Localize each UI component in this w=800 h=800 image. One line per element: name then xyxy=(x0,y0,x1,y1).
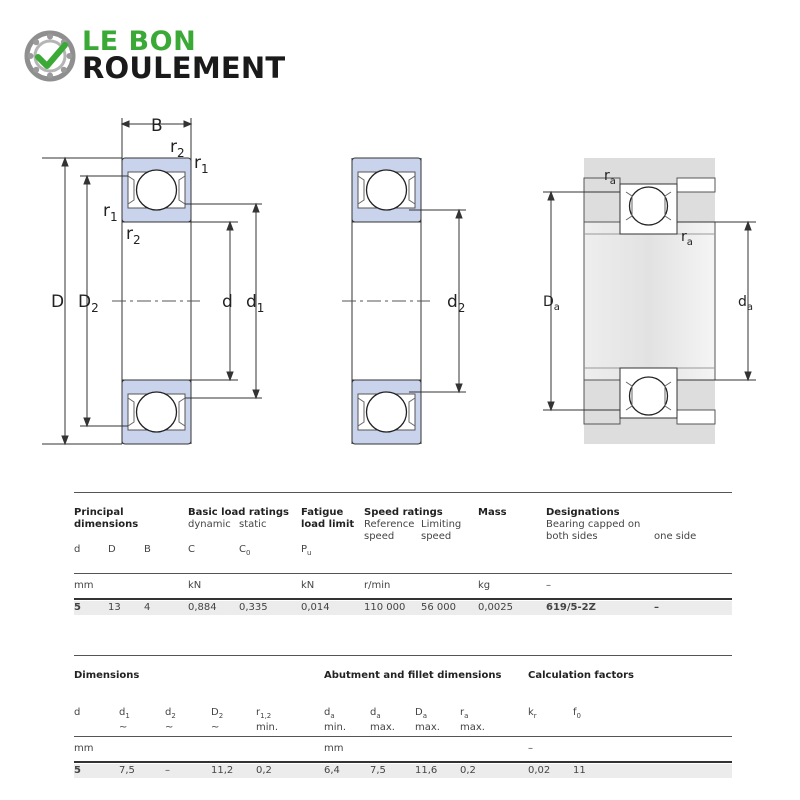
val-d: 5 xyxy=(74,602,81,613)
product-data-table xyxy=(74,490,732,620)
unit2-mm: mm xyxy=(74,743,94,754)
sym2-ra-max: $r_a$ max. xyxy=(460,707,485,733)
hdr-speed-ref: speed xyxy=(364,531,395,542)
label-r1-top: $r_1$ xyxy=(194,153,209,176)
val-ref-speed: 110 000 xyxy=(364,602,406,613)
label-D: D xyxy=(51,292,65,312)
label-D2: $D_2$ xyxy=(78,292,99,315)
sym2-r12: $r_{1,2}$ min. xyxy=(256,707,279,733)
bearing-check-icon xyxy=(24,30,76,82)
sym-d: d xyxy=(74,544,81,555)
unit-kg: kg xyxy=(478,580,491,591)
val-designation-one: – xyxy=(654,602,659,613)
val2-f0: 11 xyxy=(573,765,586,776)
sym2-kr: $k_r$ xyxy=(528,707,537,720)
label-ra-right: $r_a$ xyxy=(681,229,693,248)
sym-C: C xyxy=(188,544,195,555)
hdr-fatigue: Fatigue xyxy=(301,507,344,518)
val-Pu: 0,014 xyxy=(301,602,330,613)
val2-da-max: 7,5 xyxy=(370,765,386,776)
unit-rpm: r/min xyxy=(364,580,391,591)
label-r2-bottom: $r_2$ xyxy=(126,224,141,247)
val-lim-speed: 56 000 xyxy=(421,602,456,613)
hdr2-calc: Calculation factors xyxy=(528,670,634,681)
mounting-arrangement xyxy=(543,158,756,444)
hdr-both-sides: both sides xyxy=(546,531,598,542)
hdr-limiting: Limiting xyxy=(421,519,462,530)
sym2-D2: $D_2$ ~ xyxy=(211,707,224,733)
bearing-cross-section-1 xyxy=(42,118,265,444)
sym2-da-min: $d_a$ min. xyxy=(324,707,347,733)
label-ra-top: $r_a$ xyxy=(604,168,616,187)
label-Da: $D_a$ xyxy=(543,294,560,313)
unit2-mm-2: mm xyxy=(324,743,344,754)
hdr-static: static xyxy=(239,519,267,530)
val-mass: 0,0025 xyxy=(478,602,513,613)
sym2-Da-max: $D_a$ max. xyxy=(415,707,440,733)
label-da: $d_a$ xyxy=(738,294,754,313)
bearing-technical-drawing xyxy=(0,100,800,460)
label-d1: $d_1$ xyxy=(246,292,265,315)
label-B: B xyxy=(151,116,163,136)
val2-r12: 0,2 xyxy=(256,765,272,776)
label-r1-left: $r_1$ xyxy=(103,201,118,224)
unit-kN-2: kN xyxy=(301,580,315,591)
val2-Da-max: 11,6 xyxy=(415,765,438,776)
hdr-principal: Principal xyxy=(74,507,124,518)
hdr-reference: Reference xyxy=(364,519,415,530)
val2-d2: – xyxy=(165,765,170,776)
sym2-f0: $f_0$ xyxy=(573,707,581,720)
logo-text-line1: LE BON xyxy=(82,26,197,57)
label-r2-top: $r_2$ xyxy=(170,137,185,160)
val-designation-both: 619/5-2Z xyxy=(546,602,596,613)
hdr2-abutment: Abutment and fillet dimensions xyxy=(324,670,502,681)
sym2-d: d xyxy=(74,707,81,718)
val2-D2: 11,2 xyxy=(211,765,234,776)
val2-kr: 0,02 xyxy=(528,765,551,776)
label-d: d xyxy=(222,292,233,312)
dimensions-table xyxy=(74,653,732,783)
label-d2: $d_2$ xyxy=(447,292,466,315)
sym2-d2: $d_2$ ~ xyxy=(165,707,176,733)
val2-ra-max: 0,2 xyxy=(460,765,476,776)
val2-d1: 7,5 xyxy=(119,765,135,776)
hdr-dimensions: dimensions xyxy=(74,519,139,530)
hdr-capped: Bearing capped on xyxy=(546,519,641,530)
hdr-speed-lim: speed xyxy=(421,531,452,542)
hdr-one-side: one side xyxy=(654,531,697,542)
hdr-designations: Designations xyxy=(546,507,620,518)
unit-kN: kN xyxy=(188,580,202,591)
sym-Pu: $P_u$ xyxy=(301,544,312,557)
hdr-speed-ratings: Speed ratings xyxy=(364,507,443,518)
val-B: 4 xyxy=(144,602,151,613)
val-D: 13 xyxy=(108,602,121,613)
sym-D: D xyxy=(108,544,116,555)
hdr-mass: Mass xyxy=(478,507,507,518)
hdr2-dimensions: Dimensions xyxy=(74,670,140,681)
hdr-basic-load: Basic load ratings xyxy=(188,507,289,518)
val2-d: 5 xyxy=(74,765,81,776)
sym-B: B xyxy=(144,544,151,555)
hdr-load-limit: load limit xyxy=(301,519,355,530)
unit2-dash: – xyxy=(528,743,533,754)
unit-dash: – xyxy=(546,580,551,591)
brand-logo xyxy=(24,26,304,86)
sym-C0: $C_0$ xyxy=(239,544,251,557)
sym2-d1: $d_1$ ~ xyxy=(119,707,130,733)
val2-da-min: 6,4 xyxy=(324,765,340,776)
logo-text-line2: ROULEMENT xyxy=(82,51,286,85)
unit-mm: mm xyxy=(74,580,94,591)
hdr-dynamic: dynamic xyxy=(188,519,231,530)
val-C0: 0,335 xyxy=(239,602,268,613)
val-C: 0,884 xyxy=(188,602,217,613)
sym2-da-max: $d_a$ max. xyxy=(370,707,395,733)
